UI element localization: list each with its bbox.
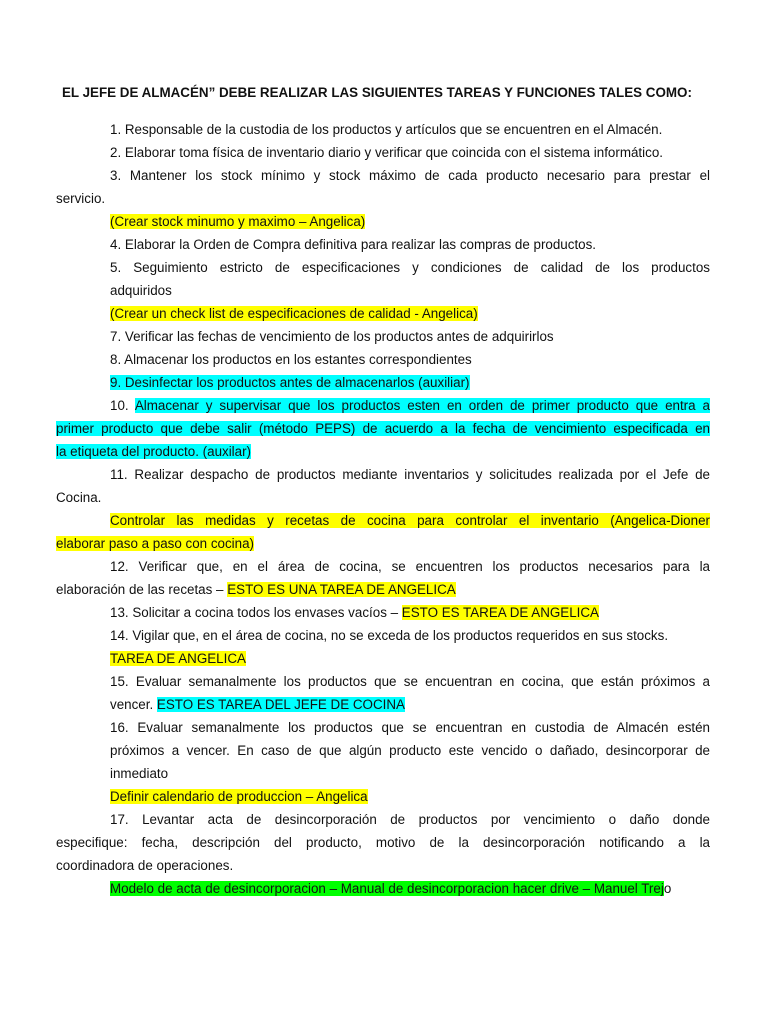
- item-12-line-1: 12. Verificar que, en el área de cocina, se encuentren los productos necesarios para la: [110, 559, 710, 574]
- item-5-line-1: 5. Seguimiento estricto de especificaciones y condiciones de calidad de los productos: [110, 260, 710, 275]
- item-12-line-2: elaboración de las recetas – ESTO ES UNA TAREA DE ANGELICA: [56, 582, 456, 597]
- item-10-line-2: primer producto que debe salir (método PEPS) de acuerdo a la fecha de vencimiento especificada en: [56, 421, 710, 436]
- note-3: (Crear stock minumo y maximo – Angelica): [110, 214, 366, 229]
- item-11-line-1: 11. Realizar despacho de productos mediante inventarios y solicitudes realizada por el Jefe de: [110, 467, 710, 482]
- item-3-line-2: servicio.: [56, 191, 106, 206]
- note-11-line-2: elaborar paso a paso con cocina): [56, 536, 255, 551]
- item-16-line-1: 16. Evaluar semanalmente los productos que se encuentran en custodia de Almacén estén: [110, 720, 710, 735]
- item-17-line-3: coordinadora de operaciones.: [56, 858, 234, 873]
- note-17: Modelo de acta de desincorporacion – Manual de desincorporacion hacer drive – Manuel Trejo: [110, 881, 672, 896]
- note-16: Definir calendario de produccion – Angelica: [110, 789, 368, 804]
- item-13: 13. Solicitar a cocina todos los envases vacíos – ESTO ES TAREA DE ANGELICA: [110, 605, 599, 620]
- item-4: 4. Elaborar la Orden de Compra definitiva para realizar las compras de productos.: [110, 237, 597, 252]
- note-11-line-1: Controlar las medidas y recetas de cocina para controlar el inventario (Angelica-Dioner: [110, 513, 710, 528]
- item-14: 14. Vigilar que, en el área de cocina, no se exceda de los productos requeridos en sus stocks.: [110, 628, 669, 643]
- item-3-line-1: 3. Mantener los stock mínimo y stock máximo de cada producto necesario para prestar el: [110, 168, 710, 183]
- document-title: EL JEFE DE ALMACÉN” DEBE REALIZAR LAS SIGUIENTES TAREAS Y FUNCIONES TALES COMO:: [62, 85, 692, 100]
- item-8: 8. Almacenar los productos en los estantes correspondientes: [110, 352, 472, 367]
- item-15-line-1: 15. Evaluar semanalmente los productos que se encuentran en cocina, que están próximos a: [110, 674, 710, 689]
- note-5: (Crear un check list de especificaciones de calidad - Angelica): [110, 306, 478, 321]
- item-5-line-2: adquiridos: [110, 283, 172, 298]
- item-17-line-2: especifique: fecha, descripción del producto, motivo de la desincorporación notificando a la: [56, 835, 710, 850]
- item-1: 1. Responsable de la custodia de los productos y artículos que se encuentren en el Almacén.: [110, 122, 663, 137]
- item-10-line-1: 10. Almacenar y supervisar que los productos esten en orden de primer producto que entra a: [110, 398, 710, 413]
- item-16-line-2: próximos a vencer. En caso de que algún producto este vencido o dañado, desincorporar de: [110, 743, 710, 758]
- item-10-line-3: la etiqueta del producto. (auxilar): [56, 444, 252, 459]
- item-16-line-3: inmediato: [110, 766, 169, 781]
- item-15-line-2: vencer. ESTO ES TAREA DEL JEFE DE COCINA: [110, 697, 405, 712]
- item-2: 2. Elaborar toma física de inventario diario y verificar que coincida con el sistema informático.: [110, 145, 663, 160]
- item-9: 9. Desinfectar los productos antes de almacenarlos (auxiliar): [110, 375, 470, 390]
- item-11-line-2: Cocina.: [56, 490, 102, 505]
- note-14: TAREA DE ANGELICA: [110, 651, 246, 666]
- item-17-line-1: 17. Levantar acta de desincorporación de productos por vencimiento o daño donde: [110, 812, 710, 827]
- item-7: 7. Verificar las fechas de vencimiento de los productos antes de adquirirlos: [110, 329, 554, 344]
